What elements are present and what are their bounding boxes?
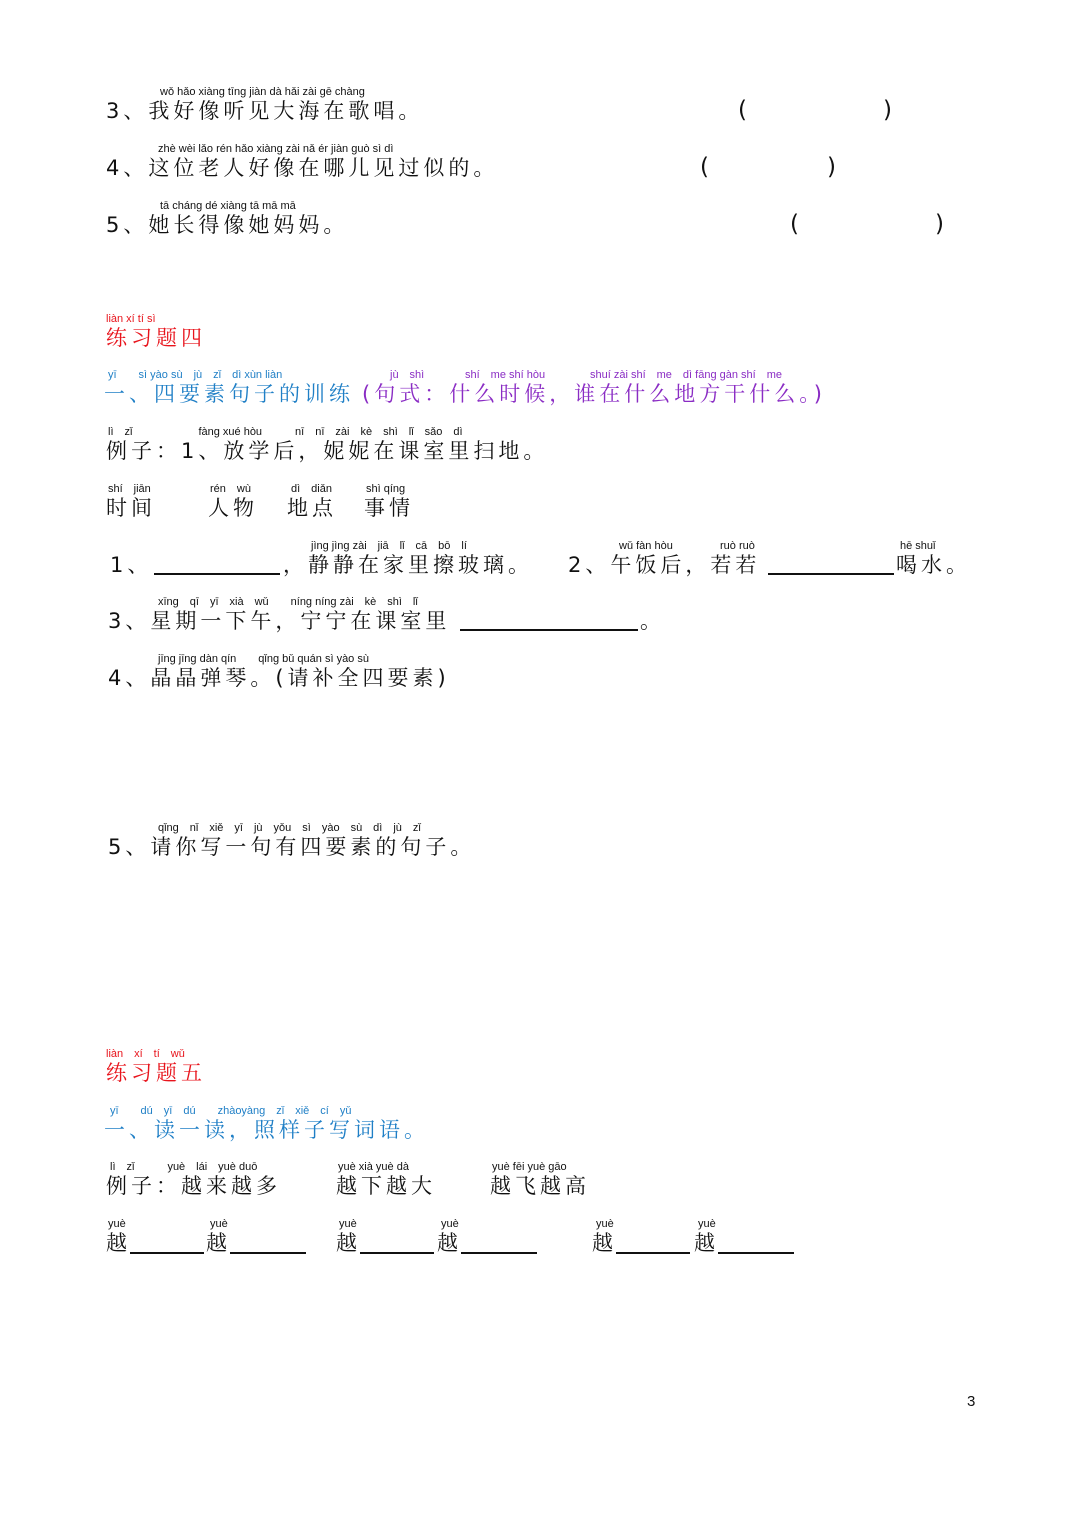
item-5-pinyin: qǐng nǐ xiě yī jù yǒu sì yào sù dì jù zǐ	[158, 822, 421, 834]
question-4-pinyin: zhè wèi lǎo rén hǎo xiàng zài nǎ ér jiàn guò sì dì	[158, 143, 394, 155]
yue-char: 越	[694, 1231, 719, 1255]
label-place: 地点	[287, 496, 337, 520]
item-1-text: ，静静在家里擦玻璃。	[283, 553, 533, 577]
yue-pinyin: yuè	[596, 1218, 614, 1230]
word-blank[interactable]	[616, 1252, 690, 1254]
item-4-answer-area[interactable]	[106, 700, 966, 810]
item-1-pinyin: jìng jìng zài jiā lǐ cā bō lí	[311, 540, 467, 552]
exercise-5-heading-pinyin: yī dú yī dú zhàoyàng zǐ xiě cí yǔ	[110, 1105, 352, 1117]
item-2-text: 2、午饭后，若若	[568, 553, 761, 577]
label-place-pinyin: dì diǎn	[291, 483, 332, 495]
exercise-5-example-pinyin-c: yuè fēi yuè gāo	[492, 1161, 567, 1173]
yue-char: 越	[437, 1231, 462, 1255]
question-4-answer-paren[interactable]: ( )	[700, 154, 860, 180]
question-4-text: 4、这位老人好像在哪儿见过似的。	[106, 156, 499, 180]
example-pinyin: lì zǐ fàng xué hòu nī nī zài kè shì lǐ sǎo dì	[108, 426, 463, 438]
exercise-4-heading: 一、四要素句子的训练	[104, 382, 354, 406]
yue-char: 越	[206, 1231, 231, 1255]
word-blank[interactable]	[461, 1252, 537, 1254]
exercise-4-heading-pinyin-when: shí me shí hòu	[465, 369, 546, 381]
item-5-answer-area[interactable]	[106, 870, 966, 1030]
word-blank[interactable]	[718, 1252, 794, 1254]
exercise-4-title: 练习题四	[106, 326, 206, 350]
exercise-5-example-a: 例子：越来越多	[106, 1174, 281, 1198]
word-blank[interactable]	[230, 1252, 306, 1254]
item-3-text: 3、星期一下午，宁宁在课室里	[108, 609, 451, 633]
page-number: 3	[967, 1393, 976, 1410]
exercise-4-title-pinyin: liàn xí tí sì	[106, 313, 156, 325]
item-2-pinyin-name: ruò ruò	[720, 540, 755, 552]
item-1-blank[interactable]	[154, 573, 280, 575]
question-5-pinyin: tā cháng dé xiàng tā mā mā	[160, 200, 296, 212]
yue-char: 越	[106, 1231, 131, 1255]
question-3-pinyin: wǒ hǎo xiàng tīng jiàn dà hǎi zài gē chàng	[160, 86, 365, 98]
exercise-5-example-pinyin-a: lì zǐ yuè lái yuè duō	[110, 1161, 258, 1173]
exercise-4-heading-pattern: (句式：什么时候，谁在什么地方干什么。)	[362, 382, 826, 406]
exercise-4-heading-pinyin-where: shuí zài shí me dì fāng gàn shí me	[590, 369, 782, 381]
item-2-pinyin-lunch: wǔ fàn hòu	[619, 540, 673, 552]
word-blank[interactable]	[360, 1252, 434, 1254]
yue-pinyin: yuè	[698, 1218, 716, 1230]
yue-pinyin: yuè	[210, 1218, 228, 1230]
yue-pinyin: yuè	[108, 1218, 126, 1230]
word-blank[interactable]	[130, 1252, 204, 1254]
exercise-5-example-b: 越下越大	[336, 1174, 436, 1198]
label-event-pinyin: shì qíng	[366, 483, 406, 495]
yue-char: 越	[336, 1231, 361, 1255]
item-3-pinyin: xīng qī yī xià wǔ níng níng zài kè shì lǐ	[158, 596, 418, 608]
label-person-pinyin: rén wù	[210, 483, 251, 495]
item-4-text: 4、晶晶弹琴。(请补全四要素)	[108, 666, 450, 690]
exercise-5-title: 练习题五	[106, 1061, 206, 1085]
item-3-blank[interactable]	[460, 629, 638, 631]
item-2-pinyin-drink: hē shuǐ	[900, 540, 936, 552]
exercise-5-example-c: 越飞越高	[490, 1174, 590, 1198]
label-event: 事情	[364, 496, 414, 520]
yue-char: 越	[592, 1231, 617, 1255]
example-sentence: 例子：1、放学后，妮妮在课室里扫地。	[106, 439, 549, 463]
item-2-text-end: 喝水。	[896, 553, 971, 577]
label-time: 时间	[106, 496, 156, 520]
item-2-blank[interactable]	[768, 573, 894, 575]
yue-pinyin: yuè	[441, 1218, 459, 1230]
item-3-end: 。	[640, 609, 665, 633]
label-person: 人物	[208, 496, 258, 520]
question-3-text: 3、我好像听见大海在歌唱。	[106, 99, 424, 123]
question-5-answer-paren[interactable]: ( )	[790, 211, 974, 237]
item-5-text: 5、请你写一句有四要素的句子。	[108, 835, 476, 859]
item-1-number: 1、	[110, 553, 153, 577]
label-time-pinyin: shí jiān	[108, 483, 151, 495]
exercise-5-title-pinyin: liàn xí tí wǔ	[106, 1048, 185, 1060]
exercise-4-heading-pinyin-pattern: jù shì	[390, 369, 425, 381]
yue-pinyin: yuè	[339, 1218, 357, 1230]
exercise-4-heading-pinyin: yī sì yào sù jù zǐ dì xùn liàn	[108, 369, 283, 381]
exercise-5-example-pinyin-b: yuè xià yuè dà	[338, 1161, 409, 1173]
item-4-pinyin: jīng jīng dàn qín qǐng bǔ quán sì yào sù	[158, 653, 369, 665]
exercise-5-heading: 一、读一读，照样子写词语。	[104, 1118, 429, 1142]
question-3-answer-paren[interactable]: ( )	[738, 97, 922, 123]
question-5-text: 5、她长得像她妈妈。	[106, 213, 349, 237]
